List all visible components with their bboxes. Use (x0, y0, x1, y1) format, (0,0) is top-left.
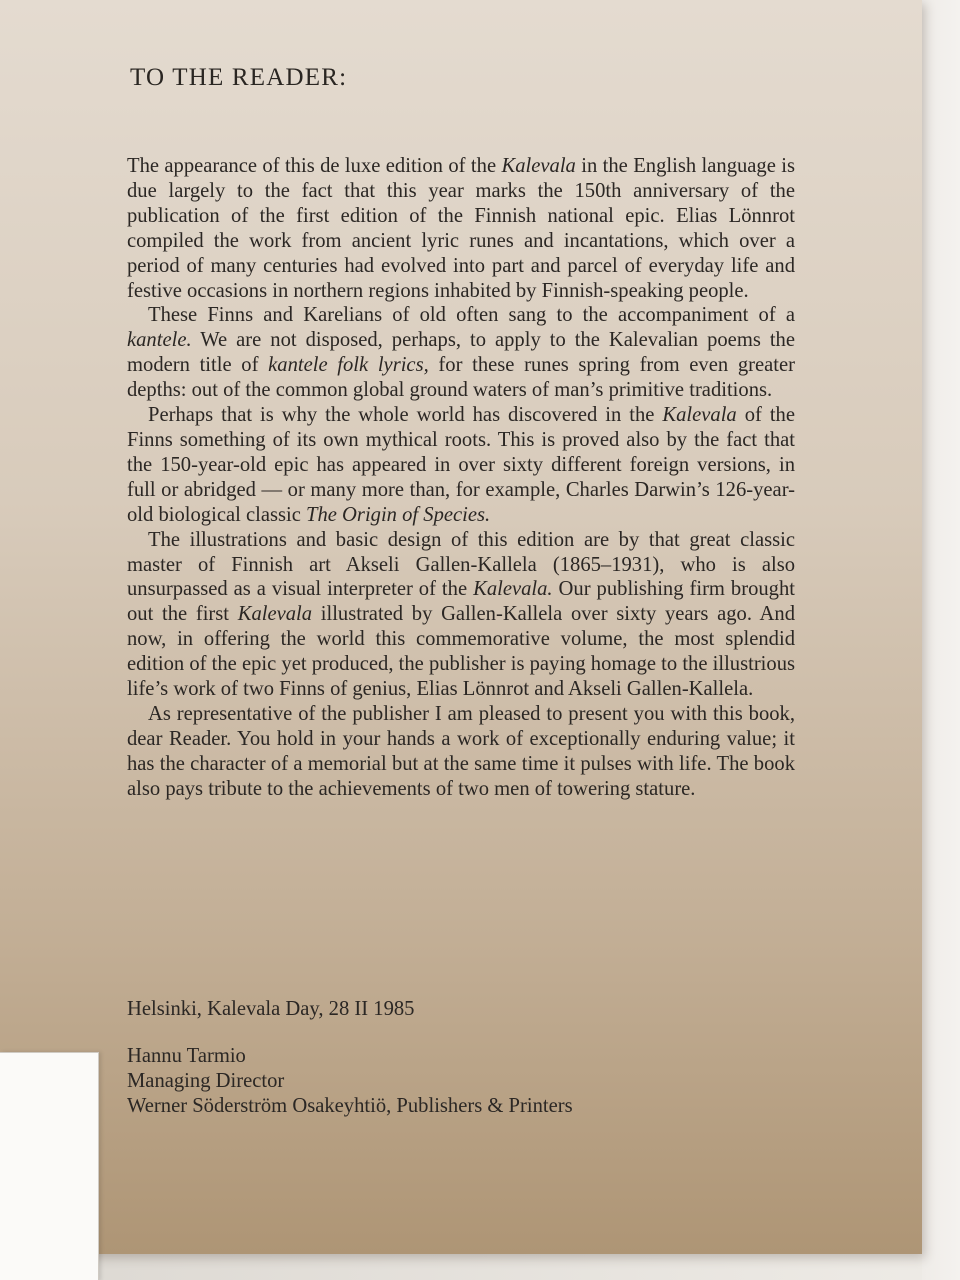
text-run: illustrated by Gallen-Kallela over sixty years ago. And now, in offering the world this commemorative volume, the most splendid edition of the epic yet produced, the publisher is paying homage to the illustrious life’s work of two Finns of genius, Elias Lönnrot and Akseli Gallen-Kallela. (127, 603, 796, 701)
italic-text: kantele. (127, 329, 192, 352)
body-text (127, 154, 795, 802)
italic-text: Kalevala (662, 404, 737, 427)
italic-text: Kalevala. (473, 578, 553, 601)
text-run: for these runes spring from even greater depths: out of the common global ground waters of man’s primitive traditions. (127, 354, 795, 402)
paragraph-5 (127, 702, 795, 802)
page-heading: TO THE READER: (130, 64, 348, 91)
signatory-title: Managing Director (127, 1069, 285, 1092)
page-edge (922, 0, 960, 1280)
italic-text: The Origin of Species. (306, 503, 491, 526)
text-run: These Finns and Karelians of old often sang to the accompaniment of a (148, 304, 795, 327)
signature-block (127, 1044, 573, 1119)
italic-text: Kalevala (501, 155, 576, 177)
paragraph-2 (127, 303, 795, 403)
text-run: Perhaps that is why the whole world has discovered in the (148, 404, 663, 427)
text-run: We are not disposed, perhaps, to apply to the Kalevalian poems the modern title of (127, 329, 795, 377)
text-run: As representative of the publisher I am pleased to present you with this book, dear Reader. You hold in your hands a work of exceptionally enduring value; it has the character of a memorial but at the same time it pulses with life. The book also pays tribute to the achievements of two men of towering stature. (127, 702, 795, 800)
italic-text: Kalevala (237, 603, 313, 626)
text-run: The illustrations and basic design of this edition are by that great classic master of Finnish art Akseli Gallen-Kallela (1865–1931), who is also unsurpassed as a visual interpreter of the (127, 528, 795, 601)
text-run: The appearance of this de luxe edition of the (127, 155, 502, 177)
text-run: in the English language is due largely to the fact that this year marks the 150th anniversary of the publication of the first edition of the Finnish national epic. Elias Lönnrot compiled the work from ancient lyric runes and incantations, which over a period of many centuries had evolved into part and parcel of everyday life and festive occasions in northern regions inhabited by Finnish-speaking people. (127, 155, 795, 302)
publisher-name: Werner Söderström Osakeyhtiö, Publishers & Printers (127, 1094, 573, 1117)
paragraph-4 (127, 528, 795, 702)
signatory-name: Hannu Tarmio (127, 1045, 246, 1067)
italic-text: kantele folk lyrics, (268, 354, 429, 377)
place-date: Helsinki, Kalevala Day, 28 II 1985 (127, 998, 415, 1020)
text-run: of the Finns something of its own mythical roots. This is proved also by the fact that the 150-year-old epic has appeared in over sixty different foreign versions, in full or abridged — or many more than, for example, Charles Darwin’s 126-year-old biological classic (127, 404, 795, 526)
text-run: Our publishing firm brought out the first (127, 578, 795, 626)
library-label-sticker (0, 1052, 99, 1280)
paragraph-1 (127, 154, 795, 303)
paragraph-3 (127, 403, 795, 528)
